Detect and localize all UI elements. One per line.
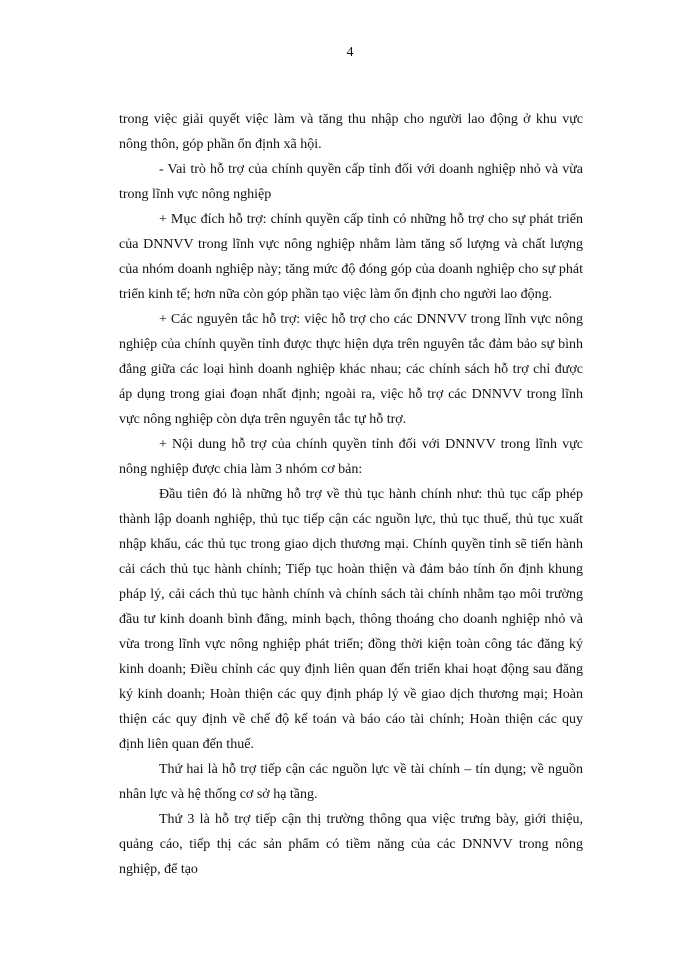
paragraph-support-content: + Nội dung hỗ trợ của chính quyền tỉnh đối với DNNVV trong lĩnh vực nông nghiệp được chia làm 3 nhóm cơ bản: bbox=[119, 437, 583, 477]
page-number: 4 bbox=[346, 45, 354, 60]
paragraph-support-purpose: + Mục đích hỗ trợ: chính quyền cấp tỉnh có những hỗ trợ cho sự phát triển của DNNVV trong lĩnh vực nông nghiệp nhằm làm tăng số lượng và chất lượng của nhóm doanh nghiệp này; tăng mức độ đóng góp của doanh nghiệp cho sự phát triển kinh tế; hơn nữa còn góp phần tạo việc làm ổn định cho người lao động. bbox=[119, 212, 583, 302]
paragraph-role-heading: - Vai trò hỗ trợ của chính quyền cấp tỉnh đối với doanh nghiệp nhỏ và vừa trong lĩnh vực nông nghiệp bbox=[119, 162, 583, 202]
paragraph-market-support: Thứ 3 là hỗ trợ tiếp cận thị trường thông qua việc trưng bày, giới thiệu, quảng cáo, tiếp thị các sản phẩm có tiềm năng của các DNNVV trong nông nghiệp, để tạo bbox=[119, 812, 583, 877]
paragraph-administrative-support: Đầu tiên đó là những hỗ trợ về thủ tục hành chính như: thủ tục cấp phép thành lập doanh nghiệp, thủ tục tiếp cận các nguồn lực, thủ tục thuế, thủ tục xuất nhập khẩu, các thủ tục trong giao dịch thương mại. Chính quyền tỉnh sẽ tiến hành cải cách thủ tục hành chính; Tiếp tục hoàn thiện và đảm bảo tính ổn định khung pháp lý, cải cách thủ tục hành chính và chính sách tài chính nhằm tạo môi trường đầu tư kinh doanh bình đẳng, minh bạch, thông thoáng cho doanh nghiệp nhỏ và vừa trong lĩnh vực nông nghiệp phát triển; đồng thời kiện toàn công tác đăng ký kinh doanh; Điều chỉnh các quy định liên quan đến triển khai hoạt động sau đăng ký kinh doanh; Hoàn thiện các quy định pháp lý về giao dịch thương mại; Hoàn thiện các quy định về chế độ kế toán và báo cáo tài chính; Hoàn thiện các quy định liên quan đến thuế. bbox=[119, 487, 583, 752]
paragraph-support-principles: + Các nguyên tắc hỗ trợ: việc hỗ trợ cho các DNNVV trong lĩnh vực nông nghiệp của chính quyền tỉnh được thực hiện dựa trên nguyên tắc đảm bảo sự bình đẳng giữa các loại hình doanh nghiệp khác nhau; các chính sách hỗ trợ chỉ được áp dụng trong giai đoạn nhất định; ngoài ra, việc hỗ trợ các DNNVV trong lĩnh vực nông nghiệp còn dựa trên nguyên tắc tự hỗ trợ. bbox=[119, 312, 583, 427]
paragraph-resource-support: Thứ hai là hỗ trợ tiếp cận các nguồn lực về tài chính – tín dụng; về nguồn nhân lực và hệ thống cơ sở hạ tầng. bbox=[119, 762, 583, 802]
paragraph-continuation: trong việc giải quyết việc làm và tăng thu nhập cho người lao động ở khu vực nông thôn, góp phần ổn định xã hội. bbox=[119, 112, 583, 152]
document-body bbox=[119, 107, 583, 882]
